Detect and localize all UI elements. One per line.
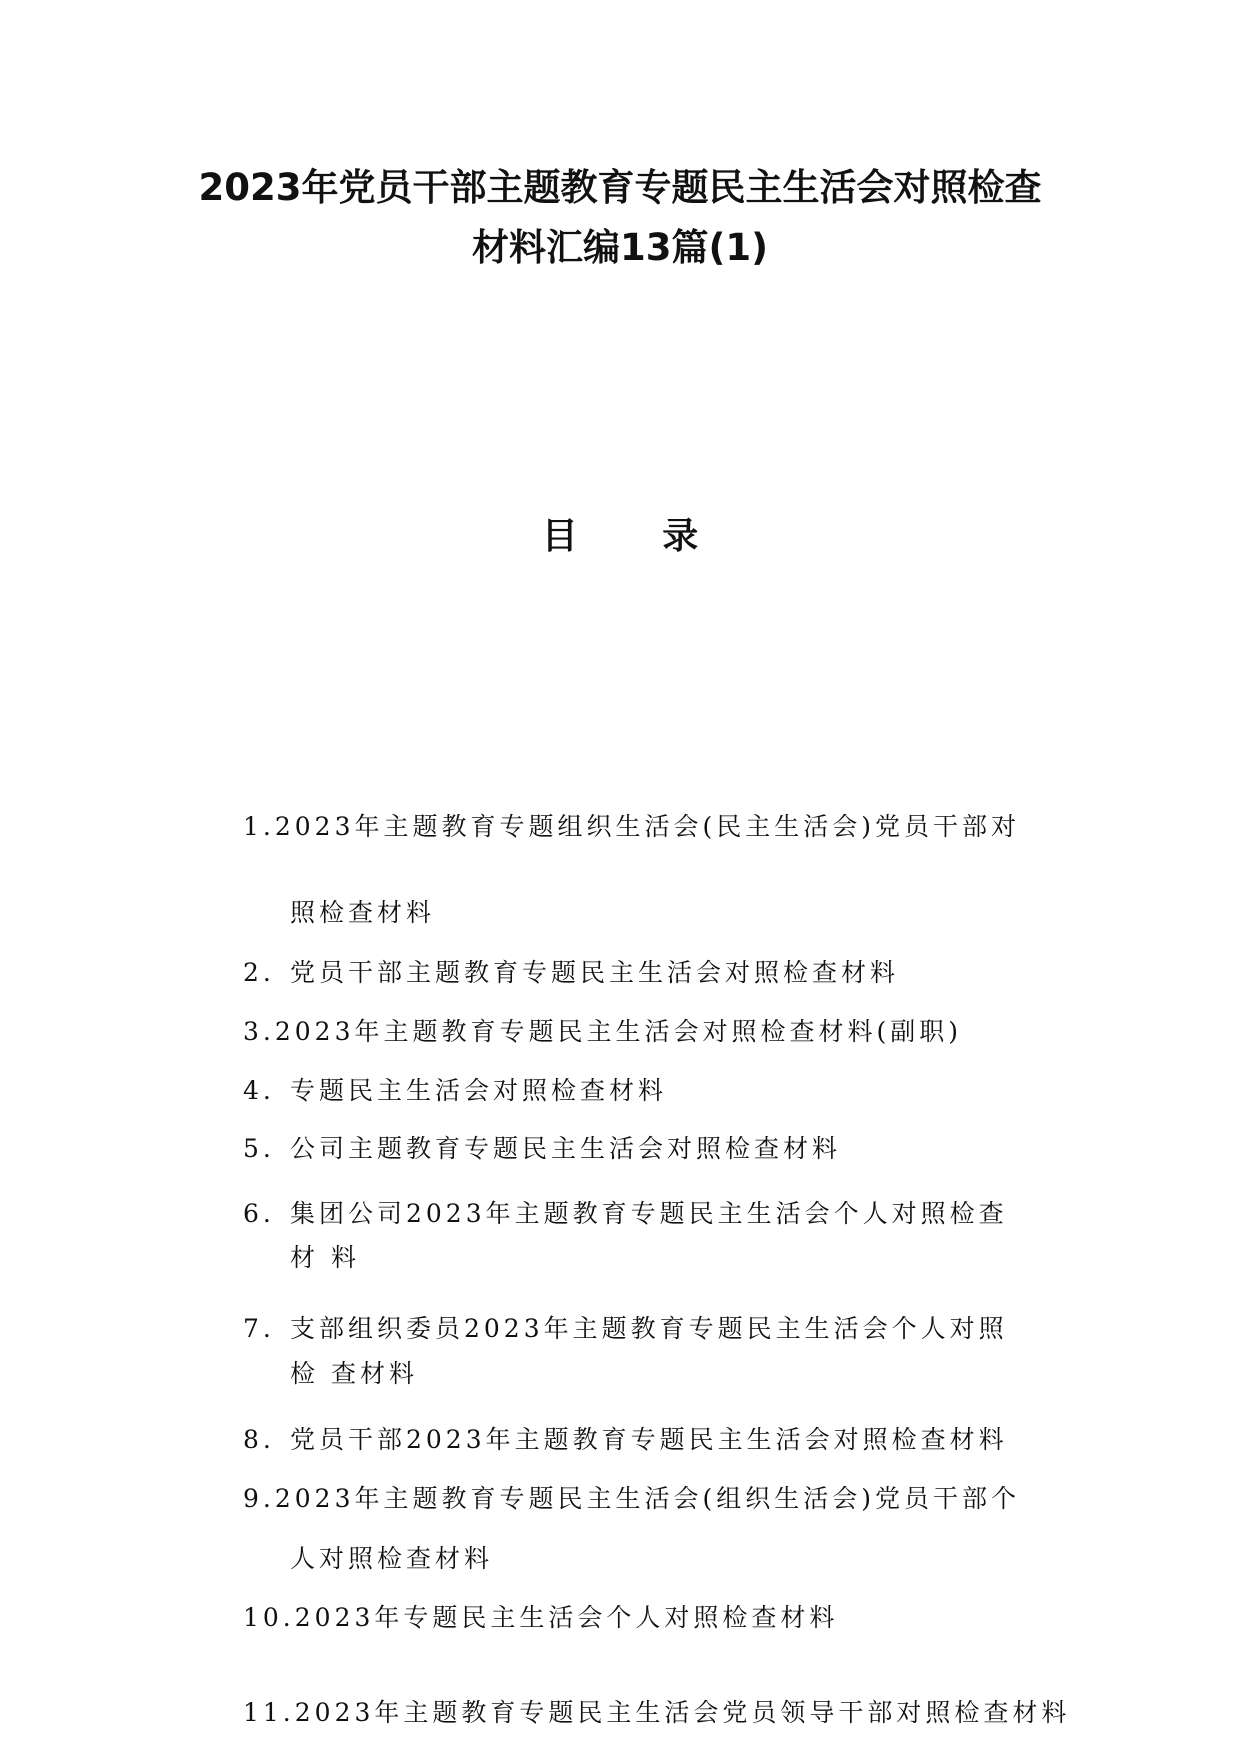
toc-item-number: 9.: [243, 1484, 275, 1513]
toc-item-text: 2023年主题教育专题民主生活会(组织生活会)党员干部个: [274, 1484, 1020, 1513]
toc-item-6-continuation[interactable]: 材 料: [290, 1243, 360, 1272]
toc-item-number: 11.: [243, 1698, 295, 1727]
toc-item-text: 2023年主题教育专题民主生活会对照检查材料(副职): [274, 1017, 962, 1046]
toc-item-7-continuation[interactable]: 检 查材料: [290, 1359, 418, 1388]
toc-item-text: 2023年主题教育专题民主生活会党员领导干部对照检查材料: [294, 1698, 1071, 1727]
toc-item-1-continuation[interactable]: 照检查材料: [290, 898, 436, 927]
toc-item-4[interactable]: [243, 1076, 667, 1106]
toc-item-text: 专题民主生活会对照检查材料: [290, 1076, 668, 1105]
toc-item-text: 支部组织委员2023年主题教育专题民主生活会个人对照: [290, 1314, 1008, 1343]
toc-item-number: 8.: [243, 1425, 275, 1454]
toc-item-number: 4.: [243, 1076, 275, 1105]
toc-item-number: 3.: [243, 1017, 275, 1046]
toc-item-number: 1.: [243, 812, 275, 841]
toc-item-text: 公司主题教育专题民主生活会对照检查材料: [290, 1134, 842, 1163]
toc-item-number: 6.: [243, 1199, 275, 1228]
toc-item-text: 2023年主题教育专题组织生活会(民主生活会)党员干部对: [274, 812, 1020, 841]
toc-item-5[interactable]: [243, 1134, 841, 1164]
toc-item-8[interactable]: [243, 1425, 1008, 1455]
toc-item-7[interactable]: [243, 1314, 1008, 1344]
toc-item-number: 7.: [243, 1314, 275, 1343]
toc-item-number: 2.: [243, 958, 275, 987]
toc-heading: 目 录: [541, 515, 735, 557]
toc-item-number: 10.: [243, 1603, 295, 1632]
toc-item-text: 党员干部2023年主题教育专题民主生活会对照检查材料: [290, 1425, 1008, 1454]
toc-item-9[interactable]: [243, 1484, 1020, 1514]
document-title-line-2: 材料汇编13篇(1): [471, 226, 769, 269]
toc-item-2[interactable]: [243, 958, 899, 988]
toc-item-3[interactable]: [243, 1017, 962, 1047]
toc-item-text: 集团公司2023年主题教育专题民主生活会个人对照检查: [290, 1199, 1008, 1228]
toc-item-6[interactable]: [243, 1199, 1008, 1229]
toc-item-10[interactable]: [243, 1603, 838, 1633]
document-title-line-1: 2023年党员干部主题教育专题民主生活会对照检查: [198, 166, 1042, 209]
toc-item-number: 5.: [243, 1134, 275, 1163]
toc-item-1[interactable]: [243, 812, 1020, 842]
toc-item-text: 党员干部主题教育专题民主生活会对照检查材料: [290, 958, 900, 987]
toc-item-text: 2023年专题民主生活会个人对照检查材料: [294, 1603, 839, 1632]
toc-item-9-continuation[interactable]: 人对照检查材料: [290, 1544, 494, 1573]
toc-item-11[interactable]: [243, 1698, 1070, 1728]
document-title: [0, 158, 1240, 278]
